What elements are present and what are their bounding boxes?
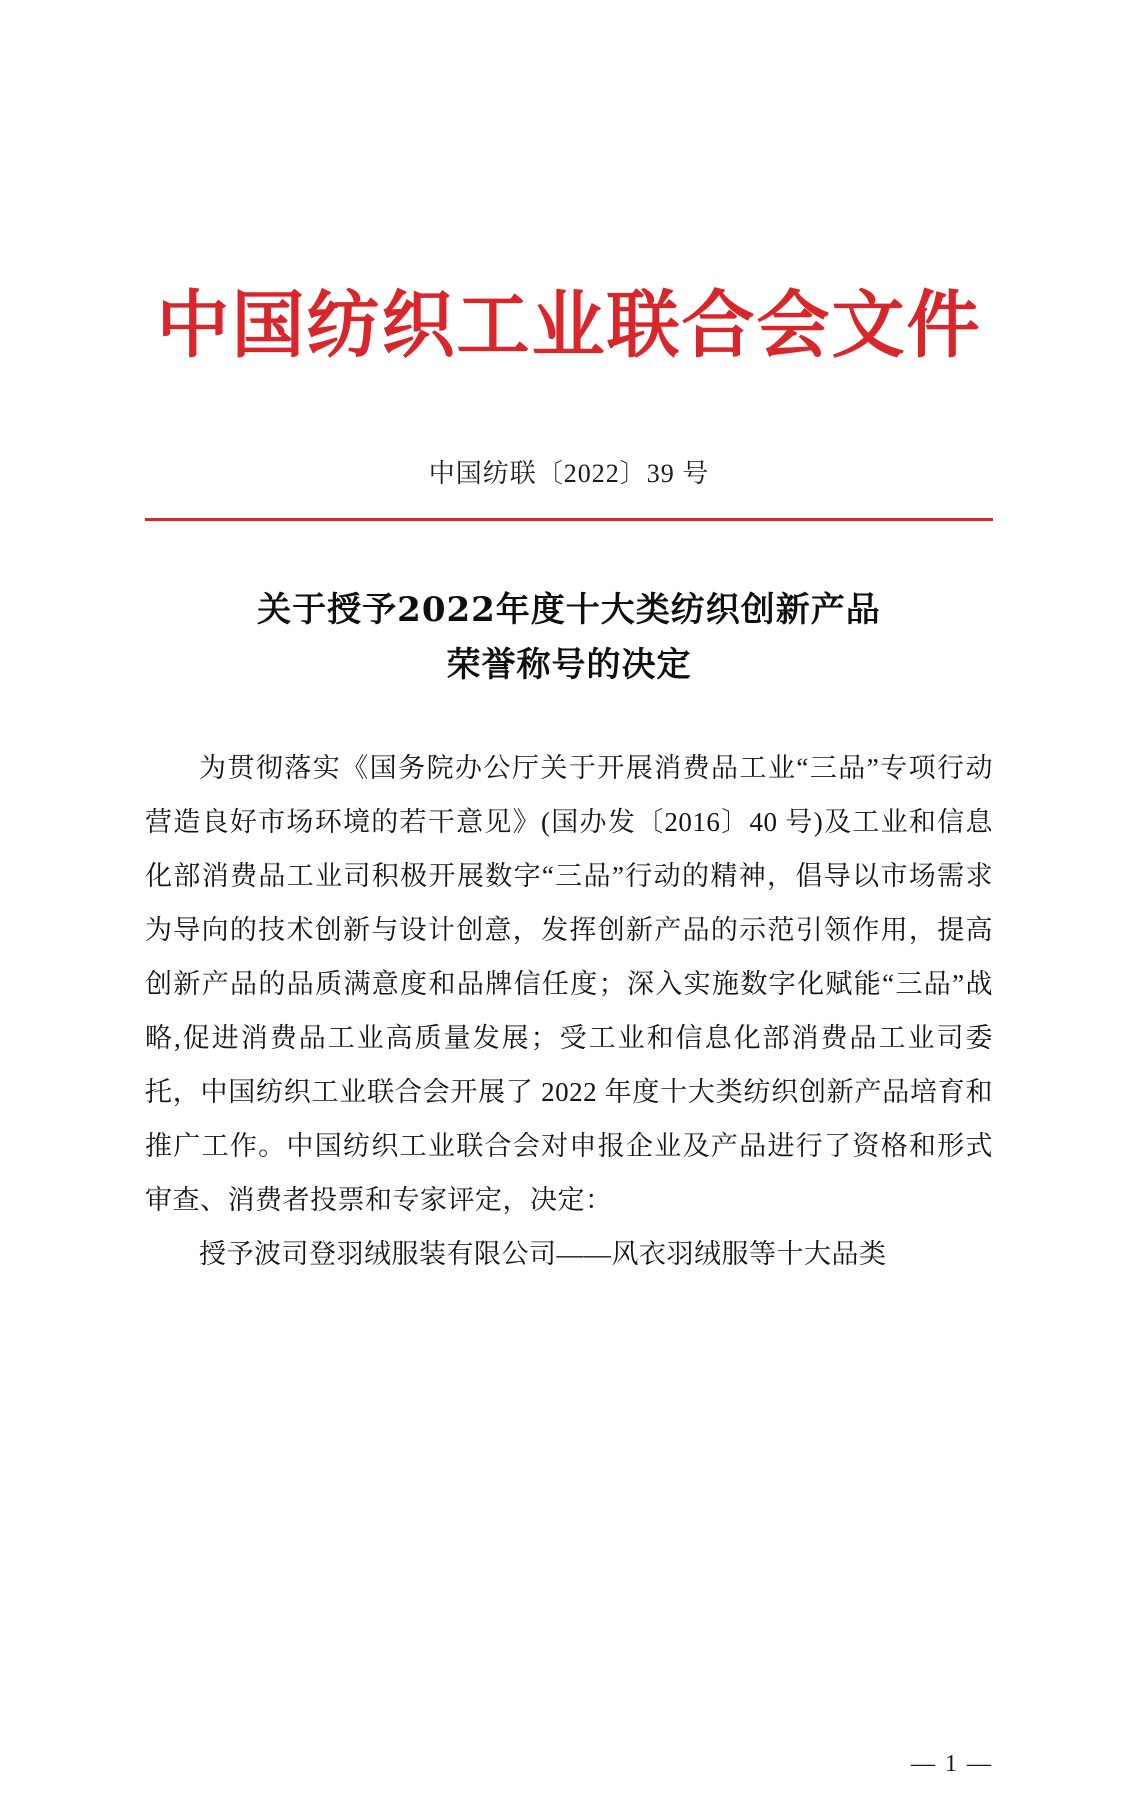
document-page <box>0 282 1138 1820</box>
body-paragraph-1: 为贯彻落实《国务院办公厅关于开展消费品工业“三品”专项行动营造良好市场环境的若干意见》(国办发〔2016〕40 号)及工业和信息化部消费品工业司积极开展数字“三品”行动的精神，倡导以市场需求为导向的技术创新与设计创意，发挥创新产品的示范引领作用，提高创新产品的品质满意度和品牌信任度；深入实施数字化赋能“三品”战略,促进消费品工业高质量发展；受工业和信息化部消费品工业司委托，中国纺织工业联合会开展了 2022 年度十大类纺织创新产品培育和推广工作。中国纺织工业联合会对申报企业及产品进行了资格和形式审查、消费者投票和专家评定，决定： <box>145 752 993 1215</box>
body-paragraph-2: 授予波司登羽绒服装有限公司——风衣羽绒服等十大品类 <box>199 1238 887 1269</box>
page-title-line-2: 荣誉称号的决定 <box>446 644 692 685</box>
document-masthead: 中国纺织工业联合会文件 <box>156 282 982 368</box>
document-number: 中国纺联〔2022〕39 号 <box>428 458 710 488</box>
page-title <box>145 583 993 693</box>
red-divider-rule <box>145 518 993 521</box>
page-number: — 1 — <box>911 1751 993 1777</box>
document-body <box>145 741 993 1281</box>
page-title-line-1: 关于授予2022年度十大类纺织创新产品 <box>257 589 881 630</box>
